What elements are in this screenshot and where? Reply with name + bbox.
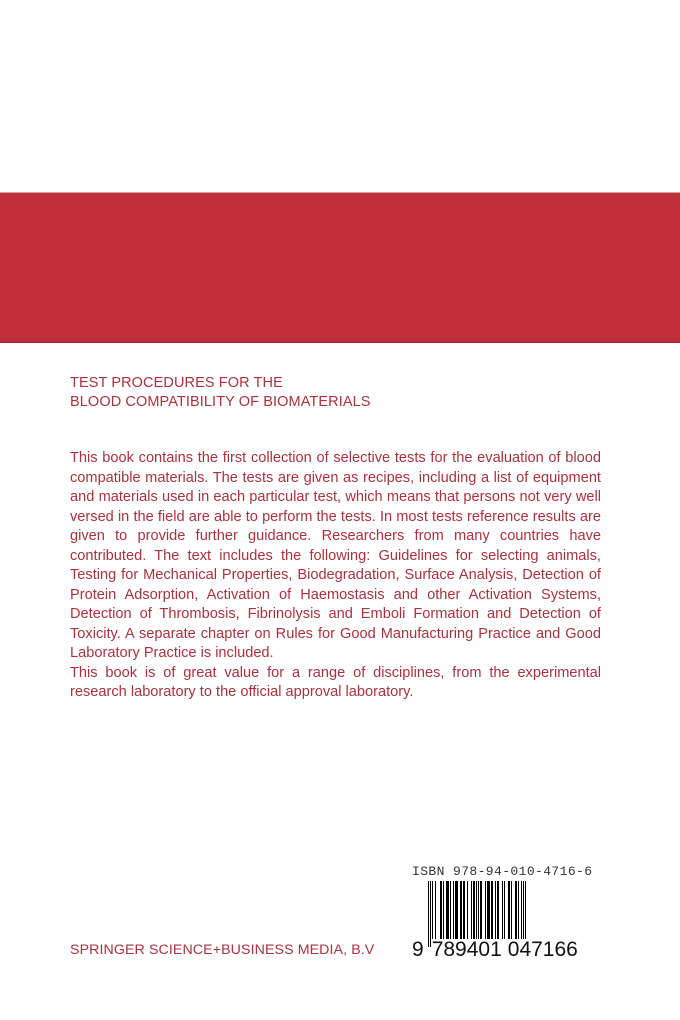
barcode-digit-group-1: 789401 (431, 938, 502, 961)
book-description (70, 449, 601, 703)
isbn-label: ISBN 978-94-010-4716-6 (412, 864, 593, 879)
title-line-2: BLOOD COMPATIBILITY OF BIOMATERIALS (70, 394, 371, 410)
barcode-digits (412, 938, 578, 962)
book-title (70, 374, 371, 412)
description-paragraph-1: This book contains the first collection of selective tests for the evaluation of blood compatible materials. The tests are given as recipes, including a list of equipment and materials used in each particular test, which means that persons not very well versed in the field are able to perform the tests. In most tests reference results are given to provide further guidance. Researchers from many countries have contributed. The text includes the following: Guidelines for selecting animals, Testing for Mechanical Properties, Biodegradation, Surface Analysis, Detection of Protein Adsorption, Activation of Haemostasis and other Activation Systems, Detection of Thrombosis, Fibrinolysis and Emboli Formation and Detection of Toxicity. A separate chapter on Rules for Good Manufacturing Practice and Good Laboratory Practice is included. (70, 450, 601, 661)
barcode-digit-group-2: 047166 (507, 938, 578, 961)
red-cover-band (0, 192, 680, 343)
barcode-digit-lead: 9 (412, 938, 424, 961)
barcode-icon (428, 881, 526, 945)
title-line-1: TEST PROCEDURES FOR THE (70, 375, 283, 391)
publisher-name: SPRINGER SCIENCE+BUSINESS MEDIA, B.V (70, 942, 375, 958)
description-paragraph-2: This book is of great value for a range of disciplines, from the experimental research laboratory to the official approval laboratory. (70, 664, 601, 700)
